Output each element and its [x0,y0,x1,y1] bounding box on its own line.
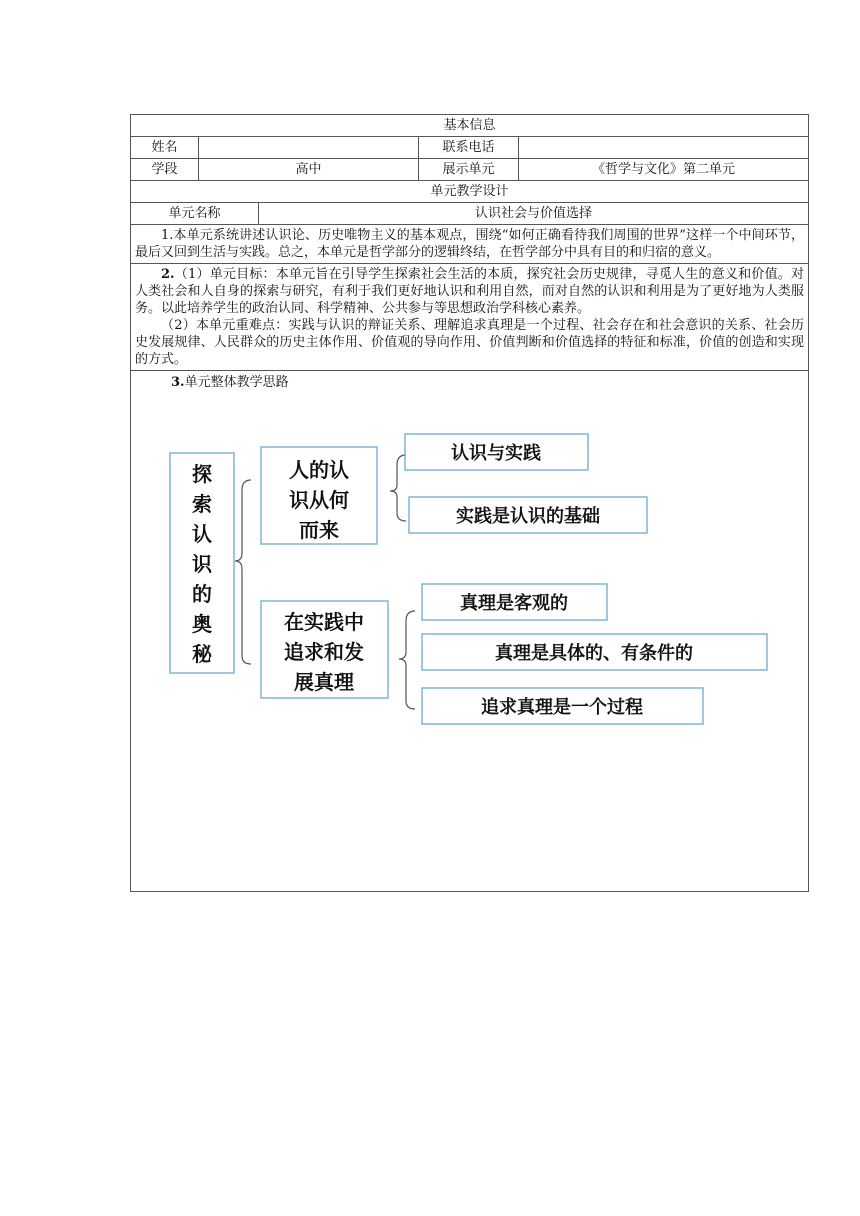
name-value [199,137,419,159]
root-char: 秘 [192,642,212,666]
branch2-line: 展真理 [294,670,354,694]
branch1-line: 识从何 [289,488,349,512]
lesson-design-table [130,114,809,892]
unit-difficulty-text: （2）本单元重难点：实践与认识的辩证关系、理解追求真理是一个过程、社会存在和社会意识的关系、社会历史发展规律、人民群众的历史主体作用、价值观的导向作用、价值判断和价值选择的特征和标准，价值的创造和实现的方式。 [135,318,804,367]
phone-value [519,137,809,159]
branch1-line: 人的认 [289,458,349,482]
unit-overview-cell [131,225,809,264]
root-brace [235,480,251,664]
root-char: 探 [192,462,212,486]
teaching-thinking-cell [131,371,809,892]
branch2-line: 追求和发 [284,640,364,664]
phone-label: 联系电话 [419,137,519,159]
unit-overview-text: 1.本单元系统讲述认识论、历史唯物主义的基本观点，围绕“如何正确看待我们周围的世界”这样一个中间环节，最后又回到生活与实践。总之，本单元是哲学部分的逻辑终结，在哲学部分中具有目的和归宿的意义。 [135,228,804,260]
root-label [192,462,213,666]
unit-goal-text [135,266,804,317]
root-char: 的 [192,582,212,606]
item-number: 2. [161,267,175,282]
unit-goal-body: （1）单元目标：本单元旨在引导学生探索社会生活的本质，探究社会历史规律，寻觅人生的意义和价值。对人类社会和人自身的探索与研究，有利于我们更好地认识和利用自然，而对自然的认识和利用是为了更好地为人类服务。以此培养学生的政治认同、科学精神、公共参与等思想政治学科核心素养。 [135,267,804,316]
teaching-thinking-title-text: 单元整体教学思路 [184,375,289,390]
root-char: 索 [192,492,212,516]
branch2-line: 在实践中 [284,610,364,634]
stage-label: 学段 [131,159,199,181]
branch1-brace [390,455,406,521]
stage-value: 高中 [199,159,419,181]
unit-goals-cell [131,264,809,371]
unit-name-label: 单元名称 [131,203,259,225]
root-char: 识 [192,552,212,576]
branch2-leaf: 真理是具体的、有条件的 [495,643,693,664]
basic-info-heading: 基本信息 [131,115,809,137]
branch1-leaf: 实践是认识的基础 [456,506,600,527]
root-char: 奥 [192,612,212,636]
branch2-leaf: 真理是客观的 [460,593,568,614]
branch2-brace [399,611,415,709]
unit-value: 《哲学与文化》第二单元 [519,159,809,181]
design-heading: 单元教学设计 [131,181,809,203]
branch2-leaf: 追求真理是一个过程 [481,697,643,718]
name-label: 姓名 [131,137,199,159]
branch1-line: 而来 [299,518,339,542]
unit-name-value: 认识社会与价值选择 [259,203,809,225]
root-char: 认 [192,522,212,546]
unit-label: 展示单元 [419,159,519,181]
mind-map [131,371,807,891]
item-number: 3. [171,375,185,390]
branch1-leaf: 认识与实践 [451,443,541,464]
